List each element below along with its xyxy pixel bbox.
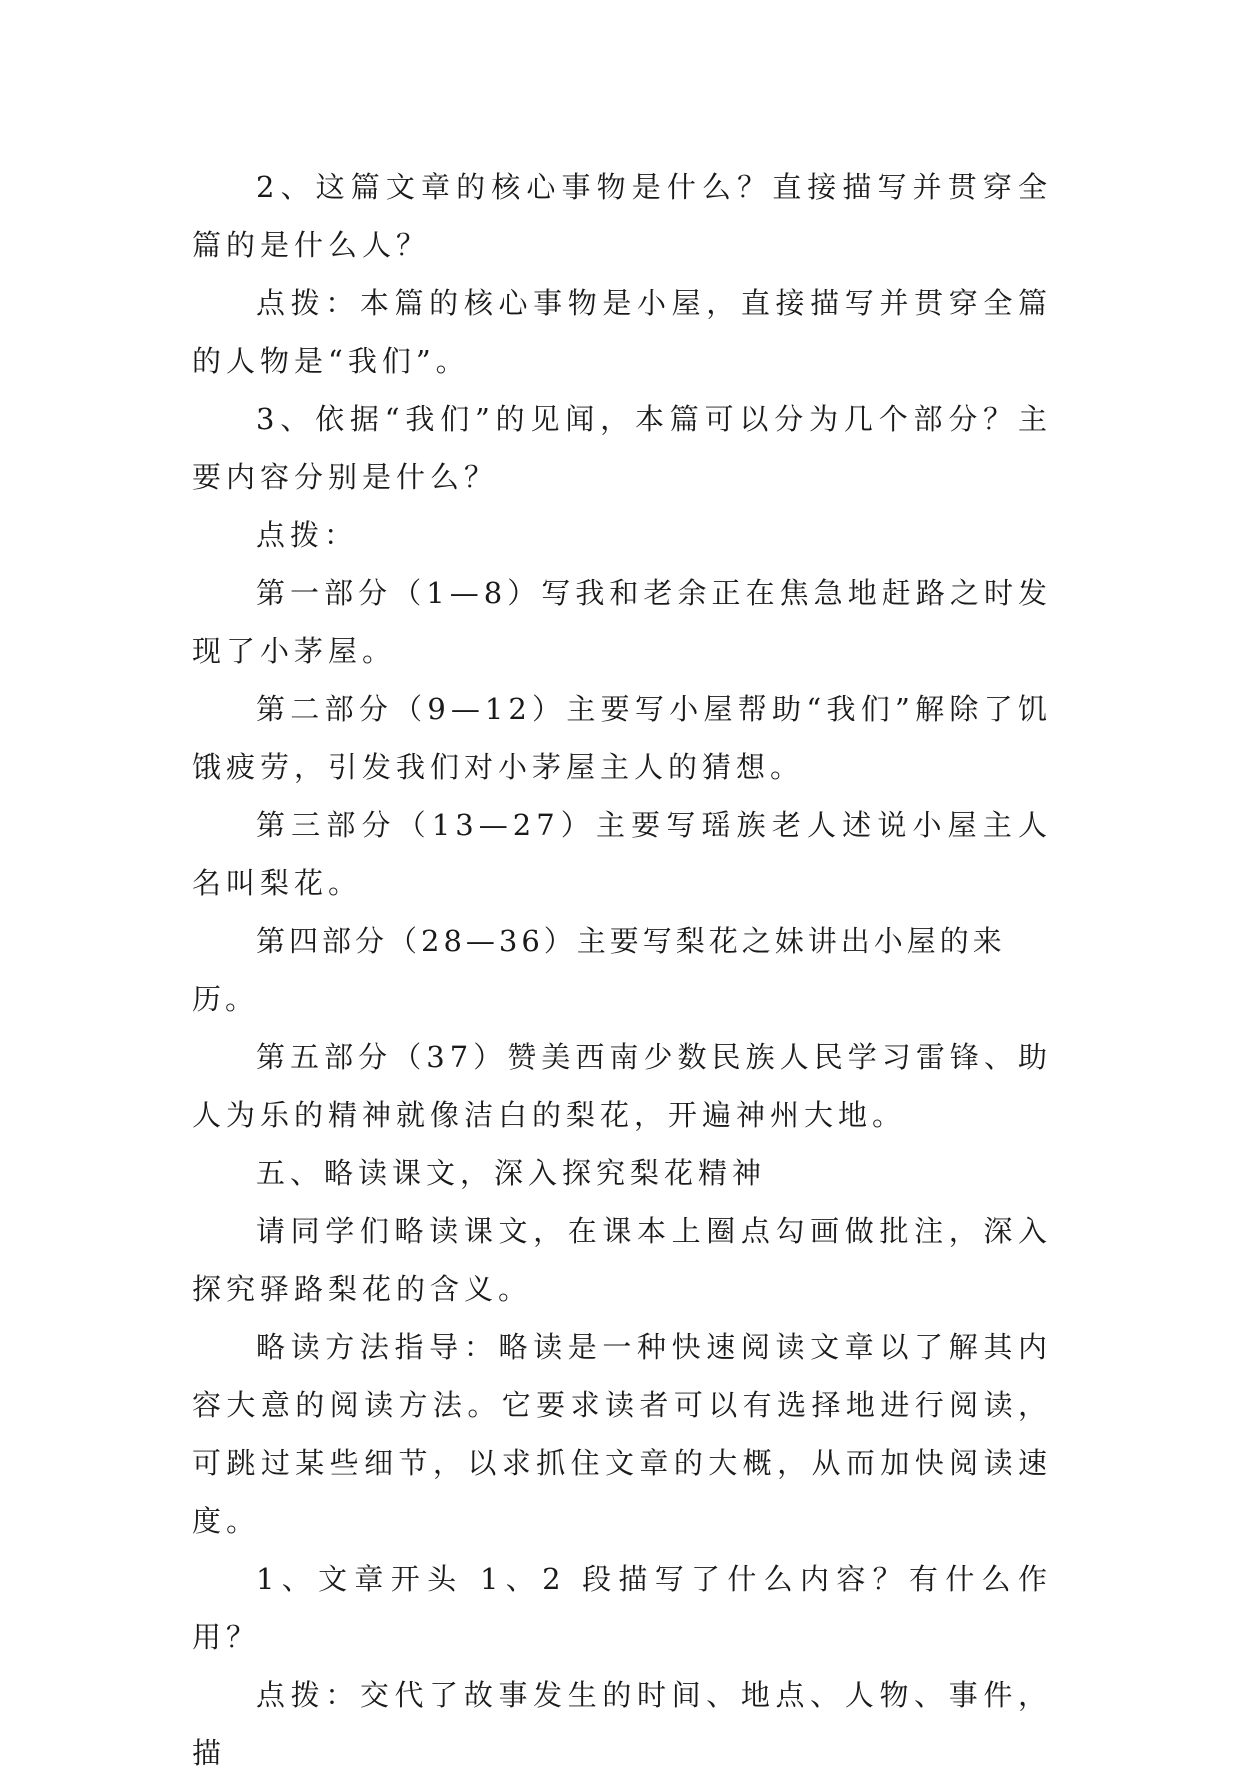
skim-method-guide: 略读方法指导：略读是一种快速阅读文章以了解其内容大意的阅读方法。它要求读者可以有选择地进行阅读，可跳过某些细节，以求抓住文章的大概，从而加快阅读速度。 [192, 1330, 1052, 1538]
question-1: 1、文章开头 1、2 段描写了什么内容？有什么作用？ [192, 1562, 1052, 1654]
part-4: 第四部分（28—36）主要写梨花之妹讲出小屋的来历。 [192, 924, 1006, 1016]
skim-instruction: 请同学们略读课文，在课本上圈点勾画做批注，深入探究驿路梨花的含义。 [192, 1214, 1052, 1306]
section-heading-5: 五、略读课文，深入探究梨花精神 [256, 1156, 767, 1190]
part-2: 第二部分（9—12）主要写小屋帮助“我们”解除了饥饿疲劳，引发我们对小茅屋主人的猜想。 [192, 692, 1052, 784]
part-1: 第一部分（1—8）写我和老余正在焦急地赶路之时发现了小茅屋。 [192, 576, 1052, 668]
part-5: 第五部分（37）赞美西南少数民族人民学习雷锋、助人为乐的精神就像洁白的梨花，开遍神州大地。 [192, 1040, 1052, 1132]
question-3: 3、依据“我们”的见闻，本篇可以分为几个部分？主要内容分别是什么？ [192, 402, 1052, 494]
answer-2: 点拨：本篇的核心事物是小屋，直接描写并贯穿全篇的人物是“我们”。 [192, 286, 1052, 378]
question-2: 2、这篇文章的核心事物是什么？直接描写并贯穿全篇的是什么人？ [192, 170, 1052, 262]
document-body [192, 158, 1052, 1782]
answer-3-label: 点拨： [256, 518, 359, 552]
part-3: 第三部分（13—27）主要写瑶族老人述说小屋主人名叫梨花。 [192, 808, 1052, 900]
answer-1: 点拨：交代了故事发生的时间、地点、人物、事件，描 [192, 1678, 1052, 1770]
